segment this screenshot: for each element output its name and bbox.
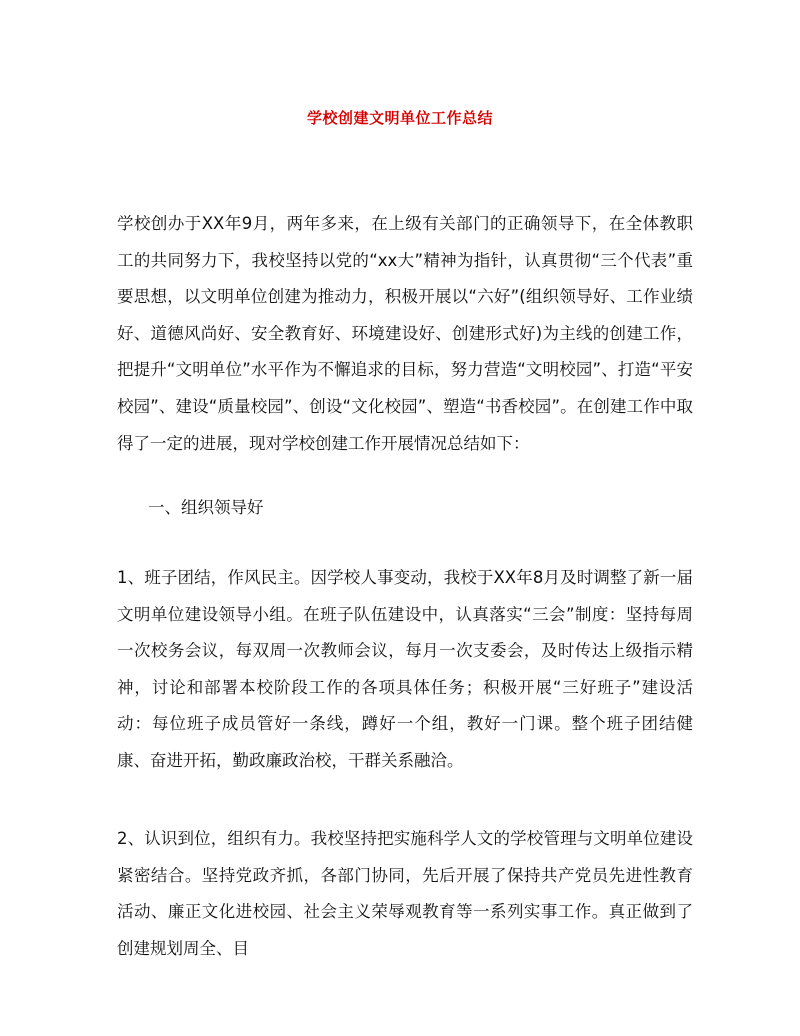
section-heading: 一、组织领导好 xyxy=(148,498,264,517)
document-title: 学校创建文明单位工作总结 xyxy=(306,109,493,127)
intro-paragraph: 学校创办于XX年9月，两年多来，在上级有关部门的正确领导下，在全体教职工的共同努力下，我校坚持以党的“xx大”精神为指针，认真贯彻“三个代表”重要思想，以文明单位创建为推动力，积极开展以“六好”(组织领导好、工作业绩好、道德风尚好、安全教育好、环境建设好、创建形式好)为主线的创建工作，把提升“文明单位”水平作为不懈追求的目标，努力营造“文明校园”、打造“平安校园”、建设“质量校园”、创设“文化校园”、塑造“书香校园”。在创建工作中取得了一定的进展，现对学校创建工作开展情况总结如下： xyxy=(117,214,693,453)
body-paragraph-1: 1、班子团结，作风民主。因学校人事变动，我校于XX年8月及时调整了新一届文明单位建设领导小组。在班子队伍建设中，认真落实“三会”制度：坚持每周一次校务会议，每双周一次教师会议，每月一次支委会，及时传达上级指示精神，讨论和部署本校阶段工作的各项具体任务；积极开展“三好班子”建设活动：每位班子成员管好一条线，蹲好一个组，教好一门课。整个班子团结健康、奋进开拓，勤政廉政治校，干群关系融洽。 xyxy=(117,568,693,770)
body-paragraph-2: 2、认识到位，组织有力。我校坚持把实施科学人文的学校管理与文明单位建设紧密结合。坚持党政齐抓，各部门协同，先后开展了保持共产党员先进性教育活动、廉正文化进校园、社会主义荣辱观教育等一系列实事工作。真正做到了创建规划周全、目 xyxy=(117,829,693,958)
